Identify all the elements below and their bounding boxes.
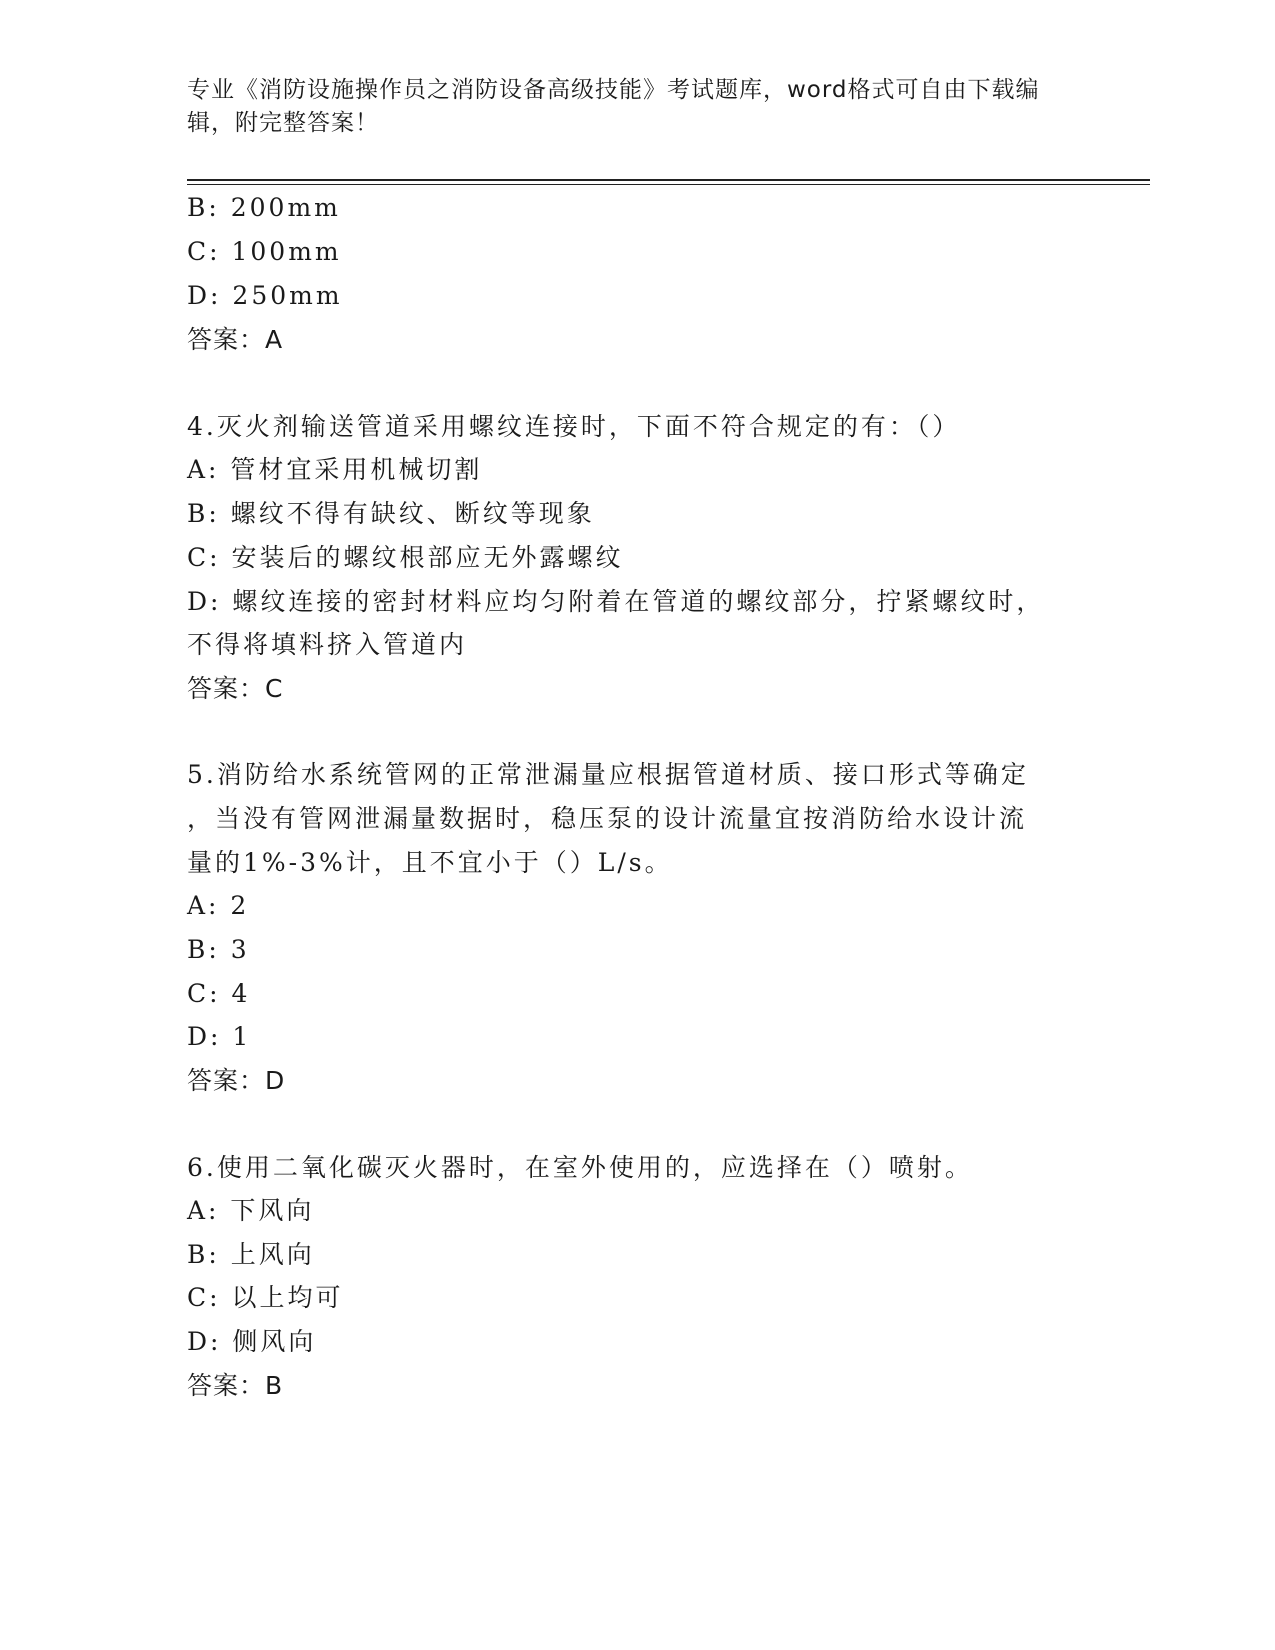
q4-option-d-line-1: D: 螺纹连接的密封材料应均匀附着在管道的螺纹部分，拧紧螺纹时， (187, 587, 1045, 616)
q5-option-d: D: 1 (187, 1022, 252, 1051)
header-line-1: 专业《消防设施操作员之消防设备高级技能》考试题库，word格式可自由下载编 (187, 77, 1040, 103)
q4-stem: 4.灭火剂输送管道采用螺纹连接时，下面不符合规定的有：（） (187, 412, 961, 441)
q5-stem-line-3: 量的1%-3%计，且不宜小于（）L/s。 (187, 848, 673, 877)
header-divider-thick (187, 179, 1150, 181)
q3-answer: 答案：A (187, 325, 284, 354)
q4-option-d-line-2: 不得将填料挤入管道内 (187, 630, 468, 659)
q5-option-b: B: 3 (187, 935, 250, 964)
q5-answer: 答案：D (187, 1066, 286, 1095)
document-header (187, 74, 1087, 140)
q6-option-d: D: 侧风向 (187, 1327, 317, 1356)
q6-option-a: A: 下风向 (187, 1196, 315, 1225)
q4-option-c: C: 安装后的螺纹根部应无外露螺纹 (187, 543, 624, 572)
header-divider-thin (187, 184, 1150, 185)
q5-stem-line-2: ，当没有管网泄漏量数据时，稳压泵的设计流量宜按消防给水设计流 (187, 804, 1028, 833)
q3-option-d: D: 250mm (187, 281, 343, 310)
q5-option-a: A: 2 (187, 891, 250, 920)
header-line-2: 辑，附完整答案！ (187, 110, 379, 136)
q5-option-c: C: 4 (187, 979, 251, 1008)
q4-option-a: A: 管材宜采用机械切割 (187, 455, 483, 484)
q6-stem: 6.使用二氧化碳灭火器时，在室外使用的，应选择在（）喷射。 (187, 1153, 973, 1182)
q4-option-b: B: 螺纹不得有缺纹、断纹等现象 (187, 499, 595, 528)
q6-option-c: C: 以上均可 (187, 1283, 344, 1312)
q4-answer: 答案：C (187, 674, 284, 703)
q5-stem-line-1: 5.消防给水系统管网的正常泄漏量应根据管道材质、接口形式等确定 (187, 760, 1029, 789)
q3-option-b: B: 200mm (187, 193, 341, 222)
q3-option-c: C: 100mm (187, 237, 342, 266)
q6-answer: 答案：B (187, 1371, 284, 1400)
q6-option-b: B: 上风向 (187, 1240, 315, 1269)
